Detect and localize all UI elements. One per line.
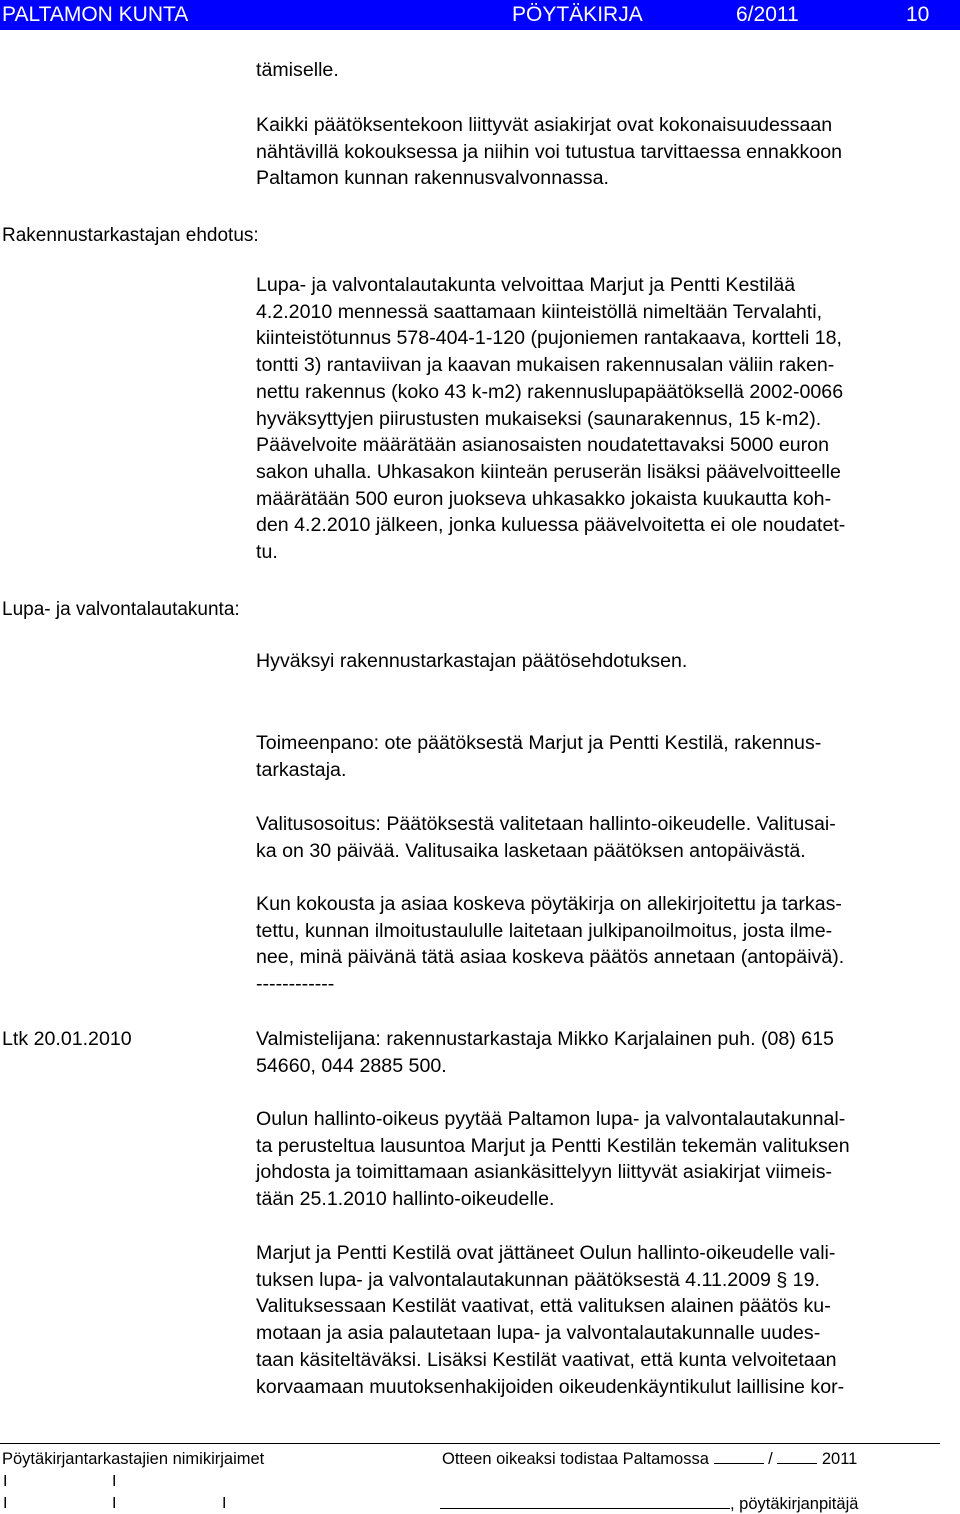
paragraph-appeal-description: Marjut ja Pentti Kestilä ovat jättäneet Oulun hallinto-oikeudelle vali- tuksen lupa- ja valvontalautakunnan päätöksestä 4.11.2009 § 19. Valituksessaan Kestilät vaativat, että valituksen alainen päätös ku- motaan ja asia palautetaan lupa- ja valvontalautakunnalle uudes- taan käsiteltäväksi. Lisäksi Kestilät vaativat, että kunta velvoitetaan korvaamaan muutoksenhakijoiden oikeudenkäyntikulut laillisine kor-: [256, 1242, 845, 1398]
footer-month-blank: [777, 1449, 817, 1464]
footer-initial-box: I: [112, 1473, 117, 1490]
paragraph-execution: Toimeenpano: ote päätöksestä Marjut ja Pentti Kestilä, rakennus- tarkastaja.: [256, 732, 822, 781]
paragraph-decision: Hyväksyi rakennustarkastajan päätösehdotuksen.: [256, 650, 688, 672]
paragraph-public-notice: Kun kokousta ja asiaa koskeva pöytäkirja on allekirjoitettu ja tarkas- tettu, kunnan ilmoitustaululle laitetaan julkipanoilmoitus, josta ilme- nee, minä päivänä tätä asiaa koskeva päätös annetaan (antopäivä). ------------: [256, 893, 845, 996]
footer-initial-box: I: [3, 1473, 8, 1490]
footer-initial-box: I: [112, 1495, 117, 1512]
footer-day-blank: [714, 1449, 764, 1464]
footer-year: 2011: [821, 1450, 858, 1468]
label-inspector-proposal: Rakennustarkastajan ehdotus:: [2, 225, 259, 246]
page-header: [0, 0, 960, 30]
footer-copy-text: Otteen oikeaksi todistaa Paltamossa: [442, 1450, 709, 1468]
header-document-type: PÖYTÄKIRJA: [512, 3, 643, 26]
label-board: Lupa- ja valvontalautakunta:: [2, 599, 240, 620]
label-ltk-date: Ltk 20.01.2010: [2, 1028, 132, 1050]
header-page-number: 10: [906, 3, 930, 26]
footer-signature-blank: [440, 1494, 730, 1509]
paragraph-preparer: Valmistelijana: rakennustarkastaja Mikko Karjalainen puh. (08) 615 54660, 044 2885 500.: [256, 1028, 834, 1077]
header-meeting-number: 6/2011: [736, 3, 799, 26]
paragraph-documents-available: Kaikki päätöksentekoon liittyvät asiakirjat ovat kokonaisuudessaan nähtävillä kokouksessa ja niihin voi tutustua tarvittaessa ennakkoon Paltamon kunnan rakennusvalvonnassa.: [256, 114, 842, 190]
footer-signatures-label: Pöytäkirjantarkastajien nimikirjaimet: [2, 1450, 265, 1468]
paragraph-court-request: Oulun hallinto-oikeus pyytää Paltamon lupa- ja valvontalautakunnal- ta perusteltua lausuntoa Marjut ja Pentti Kestilän tekemän valituksen johdosta ja toimittamaan asiankäsittelyyn liittyvät asiakirjat viimeis- tään 25.1.2010 hallinto-oikeudelle.: [256, 1108, 850, 1211]
footer-divider: [0, 1443, 940, 1444]
footer-initial-box: I: [3, 1495, 8, 1512]
paragraph-proposal: Lupa- ja valvontalautakunta velvoittaa Marjut ja Pentti Kestilää 4.2.2010 mennessä saattamaan kiinteistöllä nimeltään Tervalahti, kiinteistötunnus 578-404-1-120 (pujoniemen rantakaava, kortteli 18, tontti 3) rantaviivan ja kaavan mukaisen rakennusalan väliin raken- nettu rakennus (koko 43 k-m2) rakennuslupapäätöksellä 2002-0066 hyväksyttyjen piirustusten mukaiseksi (saunarakennus, 15 k-m2). Päävelvoite määrätään asianosaisten noudatettavaksi 5000 euron sakon uhalla. Uhkasakon kiinteän peruserän lisäksi päävelvoitteelle määrätään 500 euron juokseva uhkasakko jokaista kuukautta koh- den 4.2.2010 jälkeen, jonka kuluessa päävelvoitetta ei ole noudatet- tu.: [256, 274, 846, 564]
paragraph-continuation: tämiselle.: [256, 59, 339, 81]
footer-initial-box: I: [222, 1495, 227, 1512]
footer-secretary-label: , pöytäkirjanpitäjä: [730, 1495, 859, 1513]
footer-secretary-signature: [440, 1494, 858, 1514]
footer-copy-certification: [442, 1449, 857, 1469]
paragraph-appeal-instructions: Valitusosoitus: Päätöksestä valitetaan hallinto-oikeudelle. Valitusai- ka on 30 päivää. Valitusaika lasketaan päätöksen antopäivästä.: [256, 813, 836, 862]
footer-slash: /: [768, 1450, 773, 1468]
header-organization: PALTAMON KUNTA: [2, 3, 189, 26]
